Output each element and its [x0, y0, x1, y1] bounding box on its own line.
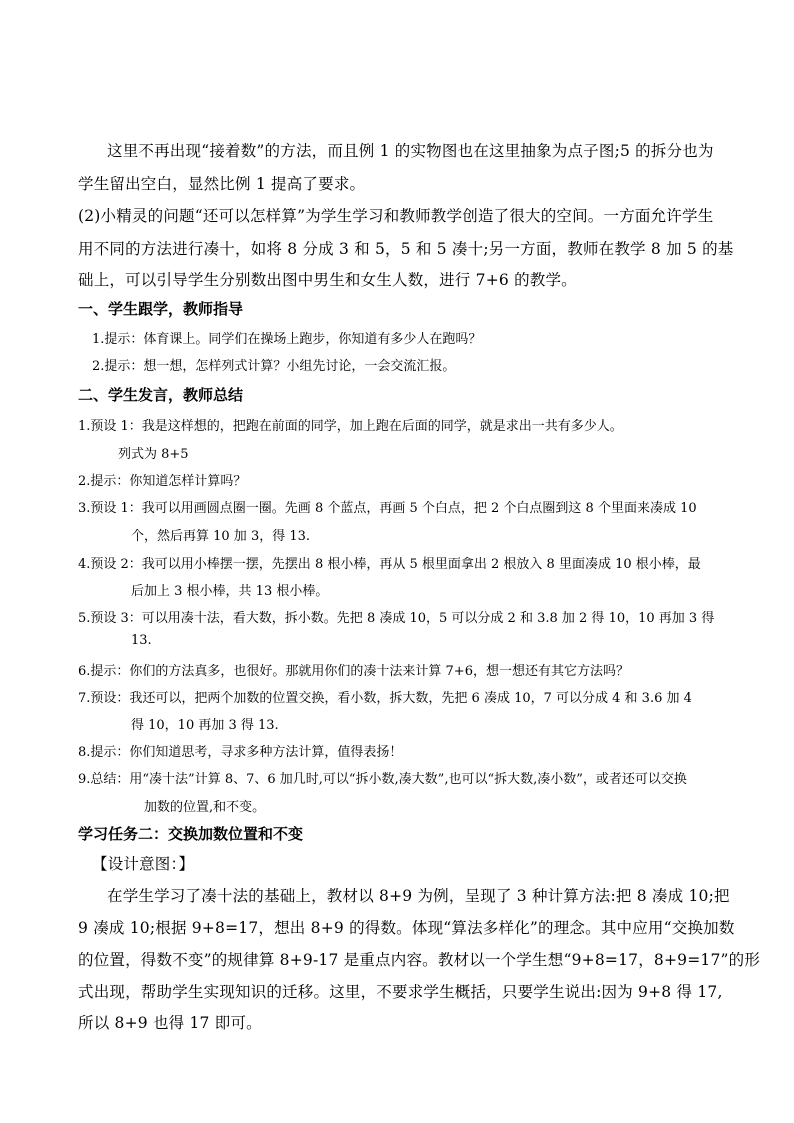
- section2-line: 个，然后再算 10 加 3，得 13.: [131, 529, 311, 544]
- section2-heading: 二、学生发言，教师总结: [78, 386, 244, 404]
- task2-line: 所以 8+9 也得 17 即可。: [78, 1014, 262, 1032]
- section2-line: 4.预设 2：我可以用小棒摆一摆，先摆出 8 根小棒，再从 5 根里面拿出 2 根放入 8 里面凑成 10 根小棒，最: [78, 557, 701, 572]
- intro-line-4: 用不同的方法进行凑十，如将 8 分成 3 和 5，5 和 5 凑十;另一方面，教师在教学 8 加 5 的基: [78, 240, 734, 258]
- section2-line: 7.预设：我还可以，把两个加数的位置交换，看小数，拆大数，先把 6 凑成 10，7 可以分成 4 和 3.6 加 4: [78, 691, 692, 706]
- intro-line-5: 础上，可以引导学生分别数出图中男生和女生人数，进行 7+6 的教学。: [78, 271, 577, 289]
- task2-heading: 学习任务二：交换加数位置和不变: [78, 825, 304, 843]
- section2-line: 3.预设 1：我可以用画圆点圈一圈。先画 8 个蓝点，再画 5 个白点，把 2 个白点圈到这 8 个里面来凑成 10: [78, 501, 697, 516]
- section2-line: 13.: [131, 633, 152, 648]
- section1-item-2: 2.提示：想一想，怎样列式计算？小组先讨论，一会交流汇报。: [92, 359, 456, 374]
- section2-line: 2.提示：你知道怎样计算吗？: [78, 474, 247, 489]
- section2-line: 后加上 3 根小棒，共 13 根小棒。: [131, 584, 329, 599]
- task2-line: 在学生学习了凑十法的基础上，教材以 8+9 为例，呈现了 3 种计算方法:把 8 凑成 10;把: [107, 887, 730, 905]
- section1-item-1: 1.提示：体育课上。同学们在操场上跑步，你知道有多少人在跑吗？: [92, 332, 482, 347]
- task2-line: 的位置，得数不变”的规律算 8+9-17 是重点内容。教材以一个学生想“9+8=17，8+9=17”的形: [78, 951, 761, 969]
- intro-line-2: 学生留出空白，显然比例 1 提高了要求。: [78, 175, 366, 193]
- section2-line: 5.预设 3：可以用凑十法，看大数，拆小数。先把 8 凑成 10，5 可以分成 2 和 3.8 加 2 得 10，10 再加 3 得: [78, 611, 715, 626]
- section2-line: 列式为 8+5: [118, 447, 189, 462]
- section2-line: 8.提示：你们知道思考，寻求多种方法计算，值得表扬！: [78, 745, 403, 760]
- task2-line: 9 凑成 10;根据 9+8=17，想出 8+9 的得数。体现“算法多样化”的理念。其中应用“交换加数: [78, 919, 735, 937]
- section2-line: 6.提示：你们的方法真多，也很好。那就用你们的凑十法来计算 7+6，想一想还有其它方法吗？: [78, 664, 629, 679]
- section2-line: 1.预设 1：我是这样想的，把跑在前面的同学，加上跑在后面的同学，就是求出一共有多少人。: [78, 419, 623, 434]
- task2-line: 式出现，帮助学生实现知识的迁移。这里，不要求学生概括，只要学生说出:因为 9+8 得 17,: [78, 983, 723, 1001]
- section1-heading: 一、学生跟学，教师指导: [78, 300, 244, 318]
- section2-line: 得 10，10 再加 3 得 13.: [131, 718, 279, 733]
- intro-line-1: 这里不再出现“接着数”的方法，而且例 1 的实物图也在这里抽象为点子图;5 的拆分也为: [107, 142, 714, 160]
- section2-line: 加数的位置,和不变。: [144, 800, 266, 815]
- intro-line-3: (2)小精灵的问题“还可以怎样算”为学生学习和教师教学创造了很大的空间。一方面允许学生: [78, 207, 714, 225]
- section2-line: 9.总结：用“凑十法”计算 8、7、6 加几时,可以“拆小数,凑大数”,也可以“拆大数,凑小数”，或者还可以交换: [78, 772, 687, 787]
- design-intent-label: 【设计意图：】: [92, 855, 195, 873]
